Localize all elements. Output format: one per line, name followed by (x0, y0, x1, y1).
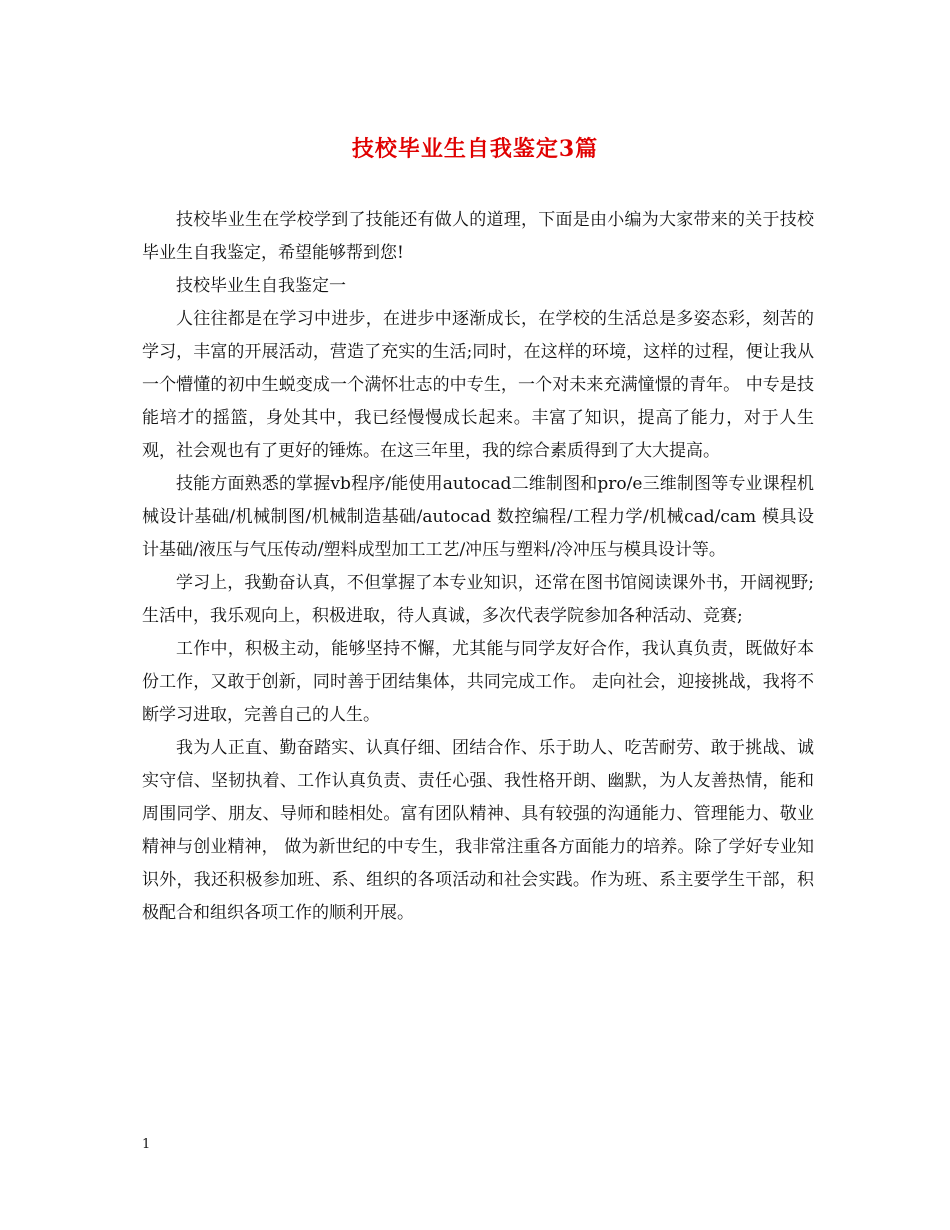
paragraph: 技能方面熟悉的掌握vb程序/能使用autocad二维制图和pro/e三维制图等专业课程机械设计基础/机械制图/机械制造基础/autocad 数控编程/工程力学/机械cad/cam 模具设计基础/液压与气压传动/塑料成型加工工艺/冲压与塑料/冷冲压与模具设计等。 (142, 474, 814, 560)
paragraph: 工作中，积极主动，能够坚持不懈，尤其能与同学友好合作，我认真负责，既做好本份工作，又敢于创新，同时善于团结集体，共同完成工作。 走向社会，迎接挑战，我将不断学习进取，完善自己的人生。 (142, 639, 814, 725)
paragraph: 我为人正直、勤奋踏实、认真仔细、团结合作、乐于助人、吃苦耐劳、敢于挑战、诚实守信、坚韧执着、工作认真负责、责任心强、我性格开朗、幽默，为人友善热情，能和周围同学、朋友、导师和睦相处。富有团队精神、具有较强的沟通能力、管理能力、敬业精神与创业精神， 做为新世纪的中专生，我非常注重各方面能力的培养。除了学好专业知识外，我还积极参加班、系、组织的各项活动和社会实践。作为班、系主要学生干部，积极配合和组织各项工作的顺利开展。 (142, 738, 814, 923)
page-number: 1 (142, 1137, 151, 1152)
section-heading: 技校毕业生自我鉴定一 (176, 276, 346, 296)
paragraph: 人往往都是在学习中进步，在进步中逐渐成长，在学校的生活总是多姿态彩，刻苦的学习，丰富的开展活动，营造了充实的生活;同时，在这样的环境，这样的过程，便让我从一个懵懂的初中生蜕变成一个满怀壮志的中专生，一个对未来充满憧憬的青年。 中专是技能培才的摇篮，身处其中，我已经慢慢成长起来。丰富了知识，提高了能力，对于人生观，社会观也有了更好的锤炼。在这三年里，我的综合素质得到了大大提高。 (142, 309, 814, 461)
paragraph: 学习上，我勤奋认真，不但掌握了本专业知识，还常在图书馆阅读课外书，开阔视野;生活中，我乐观向上，积极进取，待人真诚，多次代表学院参加各种活动、竞赛; (142, 573, 814, 626)
document-body (142, 204, 814, 930)
document-title: 技校毕业生自我鉴定3篇 (351, 136, 599, 162)
paragraph-intro: 技校毕业生在学校学到了技能还有做人的道理，下面是由小编为大家带来的关于技校毕业生自我鉴定，希望能够帮到您! (142, 210, 814, 263)
